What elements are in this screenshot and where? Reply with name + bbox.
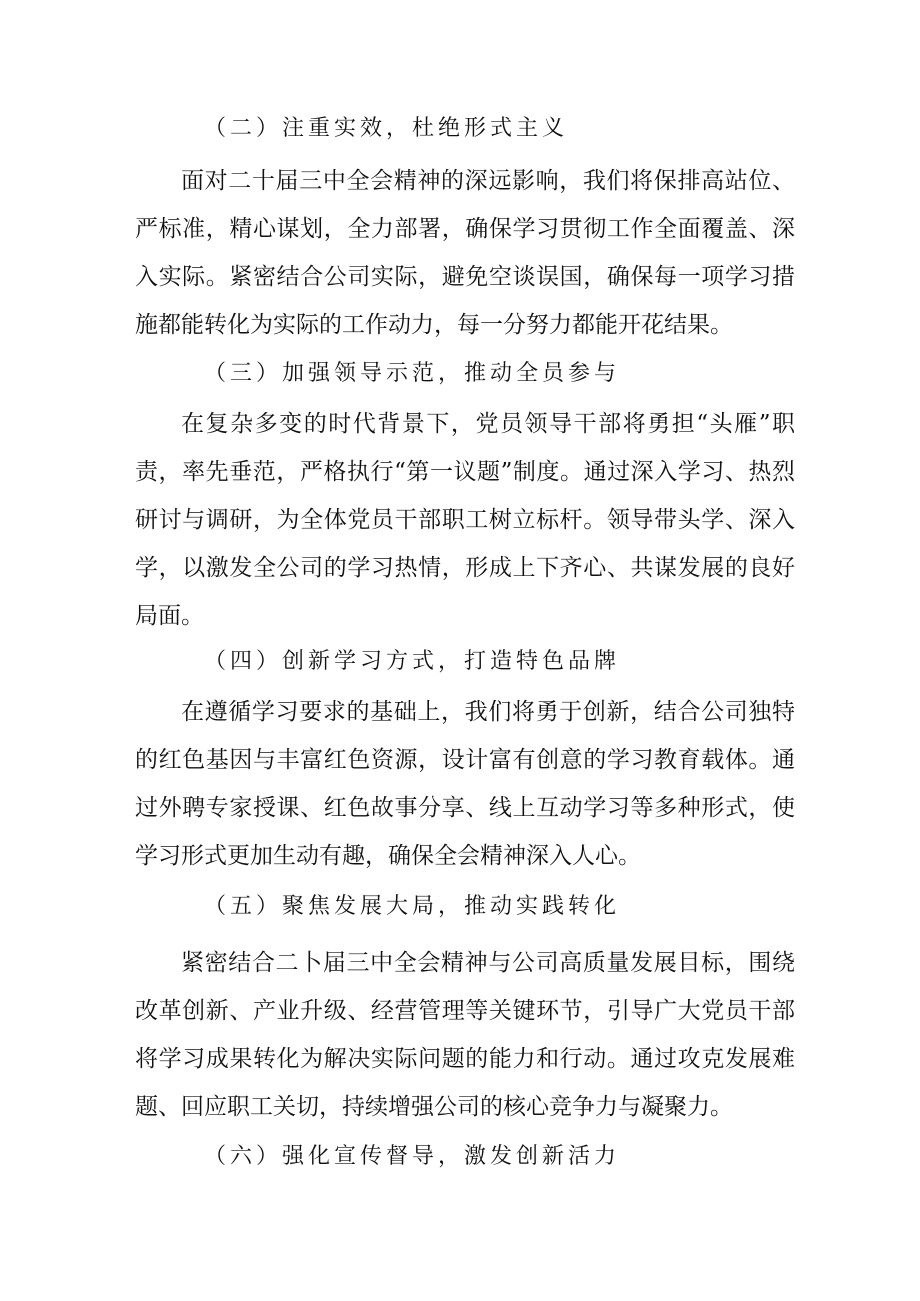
section-paragraph-4: 在遵循学习要求的基础上，我们将勇于创新，结合公司独特的红色基因与丰富红色资源，设计富有创意的学习教育载体。通过外聘专家授课、红色故事分享、线上互动学习等多种形式，使学习形式更加生动有趣，确保全会精神深入人心。 xyxy=(135,699,795,869)
section-heading-3: （三）加强领导示范，推动全员参与 xyxy=(204,361,621,386)
section-heading-5: （五）聚焦发展大局，推动实践转化 xyxy=(204,894,621,919)
section-heading-4: （四）创新学习方式，打造特色品牌 xyxy=(204,649,621,674)
section-heading-6: （六）强化宣传督导，激发创新活力 xyxy=(204,1144,621,1169)
section-paragraph-3: 在复杂多变的时代背景下，党员领导干部将勇担“头雁”职责，率先垂范，严格执行“第一议题”制度。通过深入学习、热烈研讨与调研，为全体党员干部职工树立标杆。领导带头学、深入学，以激发全公司的学习热情，形成上下齐心、共谋发展的良好局面。 xyxy=(135,411,795,629)
section-paragraph-2: 面对二十届三中全会精神的深远影响，我们将保排高站位、严标准，精心谋划，全力部署，确保学习贯彻工作全面覆盖、深入实际。紧密结合公司实际，避免空谈误国，确保每一项学习措施都能转化为实际的工作动力，每一分努力都能开花结果。 xyxy=(135,168,795,338)
section-paragraph-5: 紧密结合二卜届三中全会精神与公司高质量发展目标，围绕改革创新、产业升级、经营管理等关键环节，引导广大党员干部将学习成果转化为解决实际问题的能力和行动。通过攻克发展难题、回应职工关切，持续增强公司的核心竞争力与凝聚力。 xyxy=(135,950,795,1120)
section-heading-2: （二）注重实效，杜绝形式主义 xyxy=(204,116,569,141)
